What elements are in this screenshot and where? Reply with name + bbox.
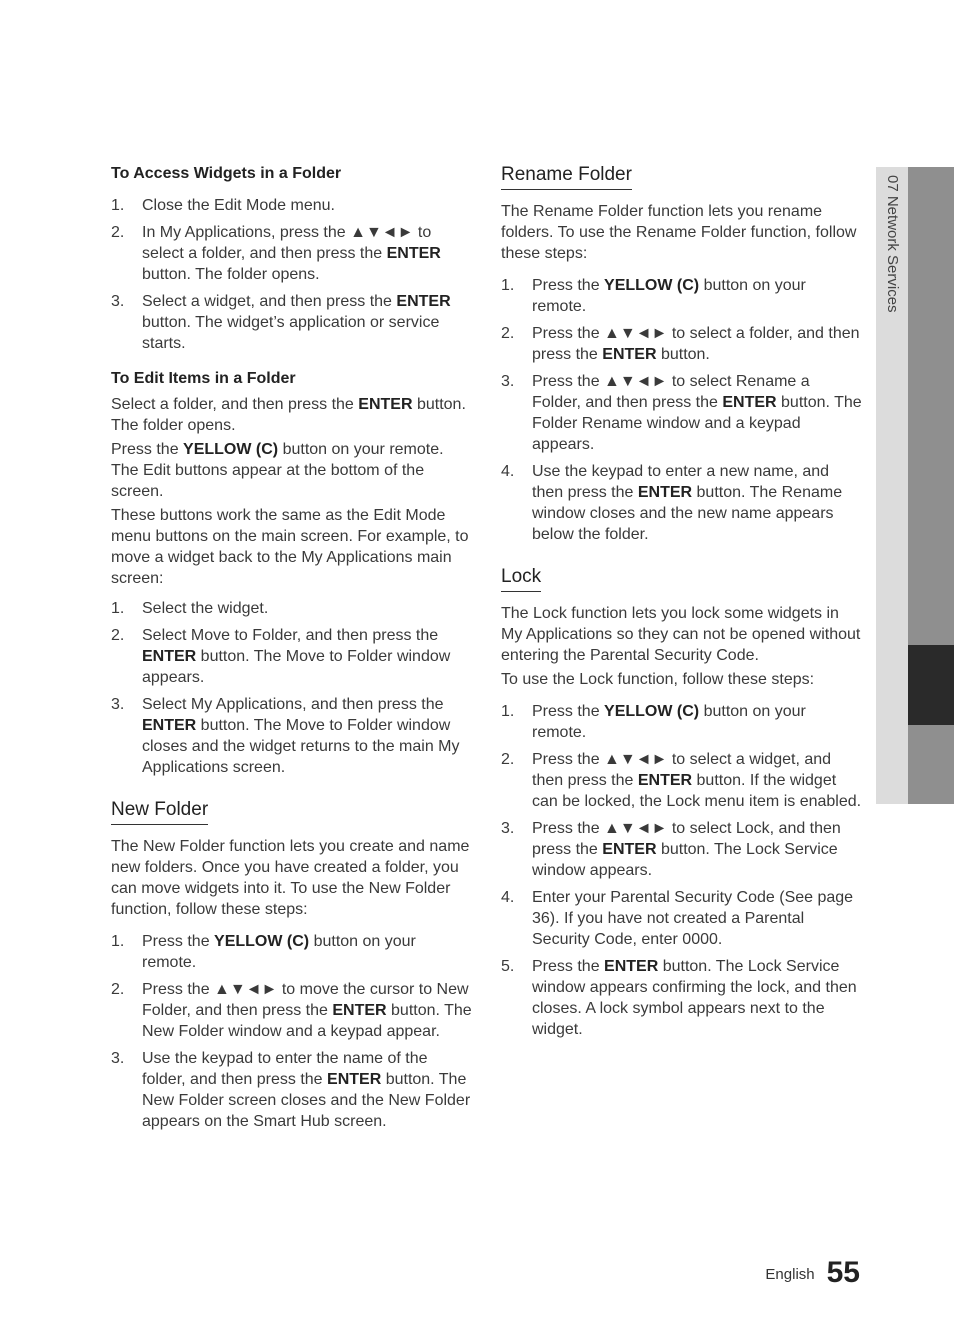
body-paragraph bbox=[111, 505, 473, 589]
step-number: 5. bbox=[501, 958, 515, 975]
access-steps bbox=[111, 195, 473, 354]
step-item bbox=[501, 956, 863, 1040]
step-item bbox=[111, 222, 473, 285]
text-run: Press the bbox=[532, 703, 605, 720]
step-item bbox=[501, 887, 863, 950]
bold-term: ENTER bbox=[142, 717, 197, 734]
text-run: Press the bbox=[532, 277, 605, 294]
step-number: 3. bbox=[111, 696, 125, 713]
text-run: Press the ▲▼◄► to move the cursor to New Folder, and then press the bbox=[142, 981, 469, 1019]
text-run: Use the keypad to enter the name of the folder, and then press the bbox=[142, 1050, 428, 1088]
text-run: button. The New Folder screen closes and the New Folder appears on the Smart Hub screen. bbox=[142, 1071, 471, 1130]
text-run: Press the ▲▼◄► to select Lock, and then press the bbox=[532, 820, 841, 858]
step-number: 2. bbox=[501, 325, 515, 342]
step-item bbox=[501, 371, 863, 455]
step-number: 3. bbox=[501, 820, 515, 837]
bold-term: ENTER bbox=[358, 396, 413, 413]
bold-term: ENTER bbox=[637, 484, 693, 501]
text-run: Press the bbox=[111, 441, 184, 458]
step-item bbox=[111, 1048, 473, 1132]
text-run: button. bbox=[656, 346, 710, 363]
step-item bbox=[501, 461, 863, 545]
new-folder-paragraphs bbox=[111, 836, 473, 920]
chapter-label: 07 Network Services bbox=[884, 175, 901, 313]
bold-term: ENTER bbox=[637, 772, 693, 789]
bold-term: YELLOW (C) bbox=[183, 441, 279, 458]
step-number: 1. bbox=[501, 277, 515, 294]
text-run: Close the Edit Mode menu. bbox=[142, 197, 335, 214]
text-run: Select the widget. bbox=[142, 600, 269, 617]
right-column bbox=[501, 163, 863, 1046]
text-run: Press the bbox=[532, 958, 605, 975]
section-title-access: To Access Widgets in a Folder bbox=[111, 165, 342, 182]
bold-term: ENTER bbox=[396, 293, 451, 310]
text-run: button. The New Folder window and a keypad appear. bbox=[142, 1002, 472, 1040]
bold-term: ENTER bbox=[604, 958, 659, 975]
step-item bbox=[111, 291, 473, 354]
text-run: In My Applications, press the ▲▼◄► to select a folder, and then press the bbox=[142, 224, 432, 262]
step-item bbox=[111, 979, 473, 1042]
text-run: button. The Lock Service window appears. bbox=[532, 841, 838, 879]
body-paragraph bbox=[501, 669, 863, 690]
text-run: These buttons work the same as the Edit Mode menu buttons on the main screen. For example, to move a widget back to the My Applications main screen: bbox=[111, 507, 469, 587]
text-run: Press the bbox=[142, 933, 215, 950]
left-column bbox=[111, 163, 473, 1138]
step-item bbox=[501, 818, 863, 881]
rename-steps bbox=[501, 275, 863, 545]
body-paragraph bbox=[111, 394, 473, 436]
new-folder-steps bbox=[111, 931, 473, 1132]
bold-term: ENTER bbox=[332, 1002, 387, 1019]
step-number: 1. bbox=[111, 197, 125, 214]
section-title-edit: To Edit Items in a Folder bbox=[111, 370, 296, 387]
text-run: The New Folder function lets you create and name new folders. Once you have created a folder, you can move widgets into it. To use the New Folder function, follow these steps: bbox=[111, 838, 470, 918]
step-item bbox=[501, 749, 863, 812]
text-run: button. The Folder Rename window and a keypad appears. bbox=[532, 394, 862, 453]
text-run: The Rename Folder function lets you rename folders. To use the Rename Folder function, follow these steps: bbox=[501, 203, 857, 262]
bold-term: YELLOW (C) bbox=[604, 277, 700, 294]
body-paragraph bbox=[111, 439, 473, 502]
body-paragraph bbox=[501, 603, 863, 666]
step-number: 3. bbox=[111, 293, 125, 310]
step-number: 2. bbox=[111, 224, 125, 241]
text-run: button. The folder opens. bbox=[111, 396, 466, 434]
text-run: Select a folder, and then press the bbox=[111, 396, 359, 413]
edit-paragraphs bbox=[111, 394, 473, 589]
text-run: Enter your Parental Security Code (See page 36). If you have not created a Parental Security Code, enter 0000. bbox=[532, 889, 854, 948]
text-run: button. The folder opens. bbox=[142, 266, 320, 283]
text-run: To use the Lock function, follow these steps: bbox=[501, 671, 815, 688]
bold-term: ENTER bbox=[327, 1071, 382, 1088]
text-run: Use the keypad to enter a new name, and then press the bbox=[532, 463, 830, 501]
text-run: Select My Applications, and then press the bbox=[142, 696, 444, 713]
text-run: button. The Move to Folder window closes and the widget returns to the main My Applications screen. bbox=[142, 717, 460, 776]
text-run: Select Move to Folder, and then press the bbox=[142, 627, 439, 644]
step-number: 4. bbox=[501, 889, 515, 906]
lock-steps bbox=[501, 701, 863, 1040]
text-run: button. If the widget can be locked, the Lock menu item is enabled. bbox=[532, 772, 862, 810]
text-run: button on your remote. The Edit buttons appear at the bottom of the screen. bbox=[111, 441, 444, 500]
text-run: button on your remote. bbox=[532, 703, 806, 741]
text-run: button. The widget’s application or service starts. bbox=[142, 314, 440, 352]
page-number: 55 bbox=[826, 1256, 860, 1289]
bold-term: ENTER bbox=[602, 841, 657, 858]
bold-term: ENTER bbox=[602, 346, 657, 363]
step-item bbox=[111, 931, 473, 973]
step-item bbox=[501, 323, 863, 365]
step-item bbox=[501, 275, 863, 317]
step-number: 2. bbox=[501, 751, 515, 768]
bold-term: ENTER bbox=[142, 648, 197, 665]
step-number: 1. bbox=[501, 703, 515, 720]
footer-language: English bbox=[765, 1266, 815, 1283]
step-number: 2. bbox=[111, 627, 125, 644]
text-run: Press the ▲▼◄► to select a widget, and then press the bbox=[532, 751, 832, 789]
step-item bbox=[111, 694, 473, 778]
bold-term: YELLOW (C) bbox=[604, 703, 700, 720]
bold-term: ENTER bbox=[722, 394, 777, 411]
body-paragraph bbox=[501, 201, 863, 264]
edit-steps bbox=[111, 598, 473, 778]
text-run: Press the ▲▼◄► to select a folder, and then press the bbox=[532, 325, 860, 363]
page-footer bbox=[765, 1254, 860, 1288]
step-number: 3. bbox=[501, 373, 515, 390]
bold-term: ENTER bbox=[386, 245, 441, 262]
body-paragraph bbox=[111, 836, 473, 920]
text-run: The Lock function lets you lock some widgets in My Applications so they can not be opened without entering the Parental Security Code. bbox=[501, 605, 861, 664]
lock-paragraphs bbox=[501, 603, 863, 690]
rename-paragraphs bbox=[501, 201, 863, 264]
step-item bbox=[111, 195, 473, 216]
step-number: 1. bbox=[111, 600, 125, 617]
section-heading-new-folder: New Folder bbox=[111, 798, 208, 825]
text-run: button on your remote. bbox=[532, 277, 806, 315]
step-number: 1. bbox=[111, 933, 125, 950]
text-run: Select a widget, and then press the bbox=[142, 293, 397, 310]
step-number: 2. bbox=[111, 981, 125, 998]
text-run: Press the ▲▼◄► to select Rename a Folder, and then press the bbox=[532, 373, 810, 411]
text-run: button. The Move to Folder window appears. bbox=[142, 648, 451, 686]
step-number: 3. bbox=[111, 1050, 125, 1067]
section-heading-lock: Lock bbox=[501, 565, 541, 592]
step-number: 4. bbox=[501, 463, 515, 480]
text-run: button. The Rename window closes and the new name appears below the folder. bbox=[532, 484, 843, 543]
section-heading-rename-folder: Rename Folder bbox=[501, 163, 632, 190]
bold-term: YELLOW (C) bbox=[214, 933, 310, 950]
step-item bbox=[501, 701, 863, 743]
text-run: button. The Lock Service window appears confirming the lock, and then closes. A lock symbol appears next to the widget. bbox=[532, 958, 857, 1038]
side-tab-marker bbox=[908, 645, 954, 725]
text-run: button on your remote. bbox=[142, 933, 416, 971]
step-item bbox=[111, 625, 473, 688]
step-item bbox=[111, 598, 473, 619]
